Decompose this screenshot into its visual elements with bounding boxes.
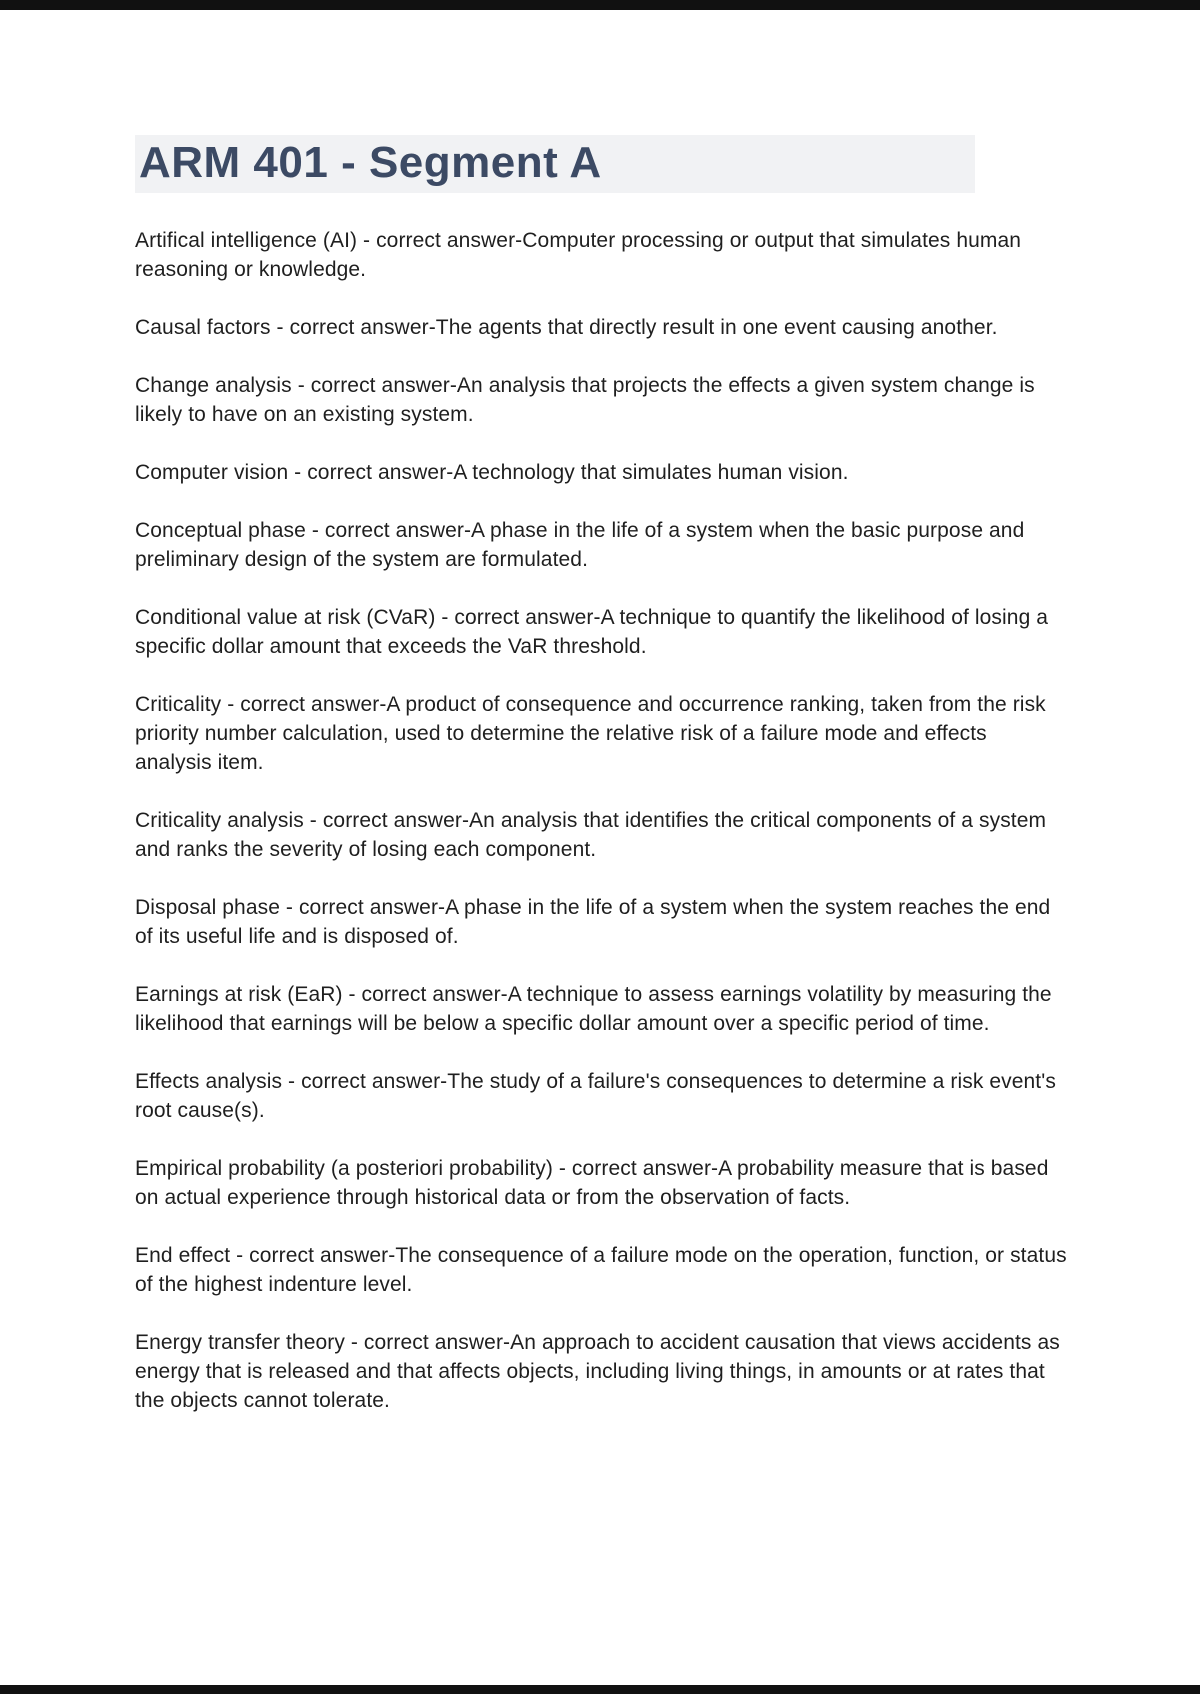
definition-paragraph: Energy transfer theory - correct answer-An approach to accident causation that views accidents as energy that is released and that affects objects, including living things, in amounts or at rates that the objects cannot tolerate. bbox=[135, 1330, 1060, 1412]
definition-paragraph: Criticality - correct answer-A product of consequence and occurrence ranking, taken from the risk priority number calculation, used to determine the relative risk of a failure mode and effects analysis item. bbox=[135, 693, 1046, 775]
definition-paragraph: Causal factors - correct answer-The agents that directly result in one event causing another. bbox=[135, 316, 998, 340]
top-border-bar bbox=[0, 0, 1200, 10]
definition-paragraph: Disposal phase - correct answer-A phase in the life of a system when the system reaches the end of its useful life and is disposed of. bbox=[135, 895, 1051, 948]
definition-paragraph: Earnings at risk (EaR) - correct answer-A technique to assess earnings volatility by measuring the likelihood that earnings will be below a specific dollar amount over a specific period of time. bbox=[135, 982, 1052, 1035]
title-block bbox=[135, 135, 975, 193]
definition-paragraph: Change analysis - correct answer-An analysis that projects the effects a given system change is likely to have on an existing system. bbox=[135, 374, 1035, 427]
page-title: ARM 401 - Segment A bbox=[139, 138, 602, 187]
definition-list bbox=[135, 227, 1067, 1415]
definition-paragraph: Conceptual phase - correct answer-A phase in the life of a system when the basic purpose and preliminary design of the system are formulated. bbox=[135, 519, 1025, 572]
document-content bbox=[135, 135, 1067, 1445]
bottom-border-bar bbox=[0, 1685, 1200, 1694]
definition-paragraph: Effects analysis - correct answer-The study of a failure's consequences to determine a risk event's root cause(s). bbox=[135, 1069, 1056, 1122]
definition-paragraph: End effect - correct answer-The consequence of a failure mode on the operation, function, or status of the highest indenture level. bbox=[135, 1243, 1067, 1296]
definition-paragraph: Criticality analysis - correct answer-An analysis that identifies the critical components of a system and ranks the severity of losing each component. bbox=[135, 808, 1047, 861]
definition-paragraph: Empirical probability (a posteriori probability) - correct answer-A probability measure that is based on actual experience through historical data or from the observation of facts. bbox=[135, 1156, 1049, 1209]
definition-paragraph: Conditional value at risk (CVaR) - correct answer-A technique to quantify the likelihood of losing a specific dollar amount that exceeds the VaR threshold. bbox=[135, 606, 1049, 659]
definition-paragraph: Computer vision - correct answer-A technology that simulates human vision. bbox=[135, 461, 849, 485]
definition-paragraph: Artifical intelligence (AI) - correct answer-Computer processing or output that simulates human reasoning or knowledge. bbox=[135, 229, 1022, 282]
